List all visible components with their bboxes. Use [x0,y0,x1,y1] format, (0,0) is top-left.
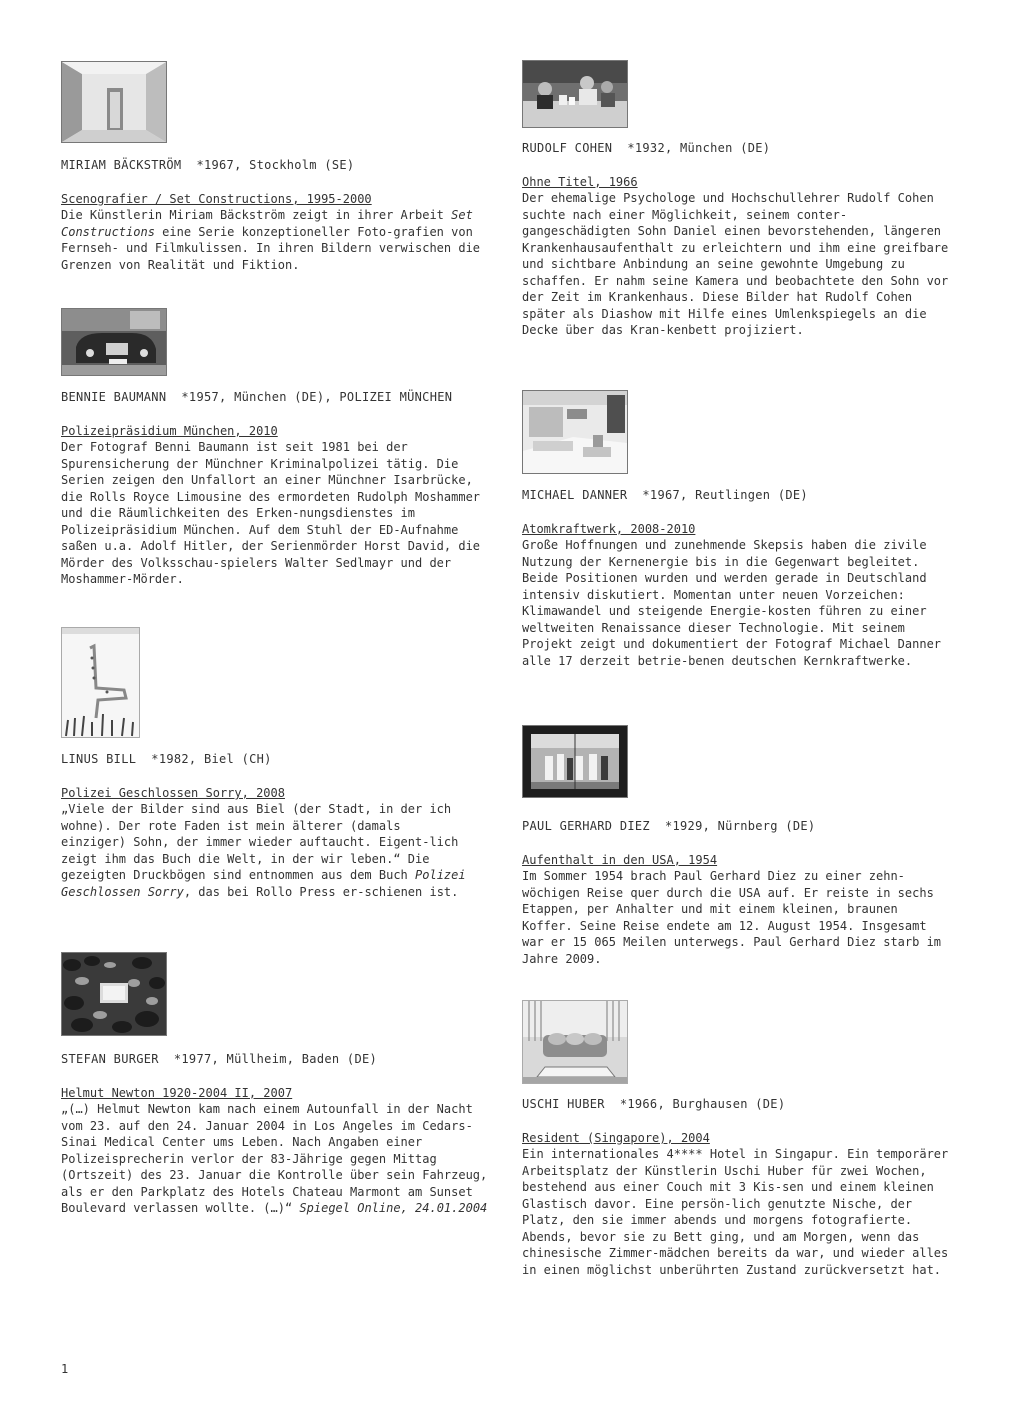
work-title: Polizeipräsidium München, 2010 [61,424,278,438]
entry-burger [61,952,491,1217]
work-title: Scenografier / Set Constructions, 1995-2000 [61,192,372,206]
description: „Viele der Bilder sind aus Biel (der Stadt, in der ich wohne). Der rote Faden ist mein älterer (damals einziger) Sohn, der immer wieder auftaucht. Eigent-lich zeigt ihm das Buch die Welt, in der wir leben.“ Die gezeigten Druckbögen sind entnommen aus dem Buch Polizei Geschlossen Sorry, das bei Rollo Press er-schienen ist. [61,802,466,899]
entry-cohen [522,60,952,339]
description: Ein internationales 4**** Hotel in Singapur. Ein temporärer Arbeitsplatz der Künstlerin Uschi Huber für zwei Wochen, bestehend aus einer Couch mit 3 Kis-sen und einem kleinen Glastisch davor. Eine persön-lich genutzte Nische, der Platz, den sie immer abends und morgens fotografierte. Abends, bevor sie zu Bett ging, und am Morgen, wenn das chinesische Zimmer-mädchen bereits da war, und wieder alles in einen möglichst unberührten Zustand zurückversetzt hat. [522,1147,949,1277]
entry-huber [522,1000,952,1278]
description: Der Fotograf Benni Baumann ist seit 1981 bei der Spurensicherung der Münchner Kriminalpolizei tätig. Die Serien zeigen den Unfallort an einer Münchner Isarbrücke, die Rolls Royce Limousine des ermordeten Rudolph Moshammer und die Räumlichkeiten des Erken-nungsdienstes im Polizeipräsidium München. Auf dem Stuhl der ED-Aufnahme saßen u.a. Adolf Hitler, der Serienmörder Horst David, die Mörder des Volksschau-spielers Walter Sedlmayr und der Moshammer-Mörder. [61,440,481,586]
entry-backstrom [61,61,491,273]
artist-name: MICHAEL DANNER *1967, Reutlingen (DE) [522,488,808,502]
limousine-photo-icon [61,308,167,376]
work-title: Helmut Newton 1920-2004 II, 2007 [61,1086,293,1100]
description: Die Künstlerin Miriam Bäckström zeigt in ihrer Arbeit Set Constructions eine Serie konzeptioneller Foto-grafien von Fernseh- und Filmkulissen. In ihren Bildern verwischen die Grenzen von Realität und Fiktion. [61,208,481,272]
artist-name: STEFAN BURGER *1977, Müllheim, Baden (DE) [61,1052,378,1066]
description: Der ehemalige Psychologe und Hochschullehrer Rudolf Cohen suchte nach einer Möglichkeit, seinem conter-gangeschädigten Sohn Daniel einen bevorstehenden, längeren Krankenhausaufenthalt zu erleichtern und ihm eine greifbare und sichtbare Anbindung an seine gewohnte Umgebung zu schaffen. Er nahm seine Kamera und beobachtete den Sohn vor der Zeit im Krankenhaus. Diese Bilder hat Rudolf Cohen später als Diashow mit Hilfe eines Umlenkspiegels an die Decke über das Kran-kenbett projiziert. [522,191,949,337]
giraffe-drawing-photo-icon [61,627,140,738]
work-title: Atomkraftwerk, 2008-2010 [522,522,696,536]
artist-name: MIRIAM BÄCKSTRÖM *1967, Stockholm (SE) [61,158,355,172]
artist-name: PAUL GERHARD DIEZ *1929, Nürnberg (DE) [522,819,816,833]
artist-name: RUDOLF COHEN *1932, München (DE) [522,141,771,155]
work-title: Aufenthalt in den USA, 1954 [522,853,718,867]
artist-name: BENNIE BAUMANN *1957, München (DE), POLIZEI MÜNCHEN [61,390,453,404]
entry-danner [522,390,952,669]
work-title: Ohne Titel, 1966 [522,175,638,189]
work-title: Resident (Singapore), 2004 [522,1131,710,1145]
artist-name: USCHI HUBER *1966, Burghausen (DE) [522,1097,786,1111]
entry-diez [522,725,952,967]
description: Im Sommer 1954 brach Paul Gerhard Diez zu einer zehn-wöchigen Reise quer durch die USA auf. Er reiste in sechs Etappen, per Anhalter und mit einem kleinen, braunen Koffer. Seine Reise endete am 12. August 1954. Insgesamt war er 15 065 Meilen unterwegs. Paul Gerhard Diez starb im Jahre 2009. [522,869,942,966]
entry-baumann [61,308,491,588]
entry-bill [61,627,491,900]
empty-room-photo-icon [61,61,167,143]
hotel-couch-photo-icon [522,1000,628,1084]
work-title: Polizei Geschlossen Sorry, 2008 [61,786,285,800]
control-room-photo-icon [522,390,628,474]
artist-name: LINUS BILL *1982, Biel (CH) [61,752,272,766]
description: „(…) Helmut Newton kam nach einem Autounfall in der Nacht vom 23. auf den 24. Januar 2004 in Los Angeles im Cedars-Sinai Medical Center ums Leben. Nach Angaben einer Polizeisprecherin verlor der 83-Jährige gegen Mittag (Ortszeit) des 23. Januar die Kontrolle über sein Fahrzeug, als er den Parkplatz des Hotels Chateau Marmont am Sunset Boulevard verlassen wollte. (…)“ Spiegel Online, 24.01.2004 [61,1102,488,1215]
description: Große Hoffnungen und zunehmende Skepsis haben die zivile Nutzung der Kernenergie bis in die Gegenwart begleitet. Beide Positionen wurden und werden gerade in Deutschland intensiv diskutiert. Momentan unter neuen Vorzeichen: Klimawandel und steigende Energie-kosten führen zu einer weltweiten Renaissance dieser Technologie. Mit seinem Projekt zeigt und dokumentiert der Fotograf Michael Danner alle 17 derzeit betrie-benen deutschen Kernkraftwerke. [522,538,942,668]
ivy-wall-photo-icon [61,952,167,1036]
window-crowd-photo-icon [522,725,628,798]
page-number: 1 [61,1362,69,1376]
family-table-photo-icon [522,60,628,128]
